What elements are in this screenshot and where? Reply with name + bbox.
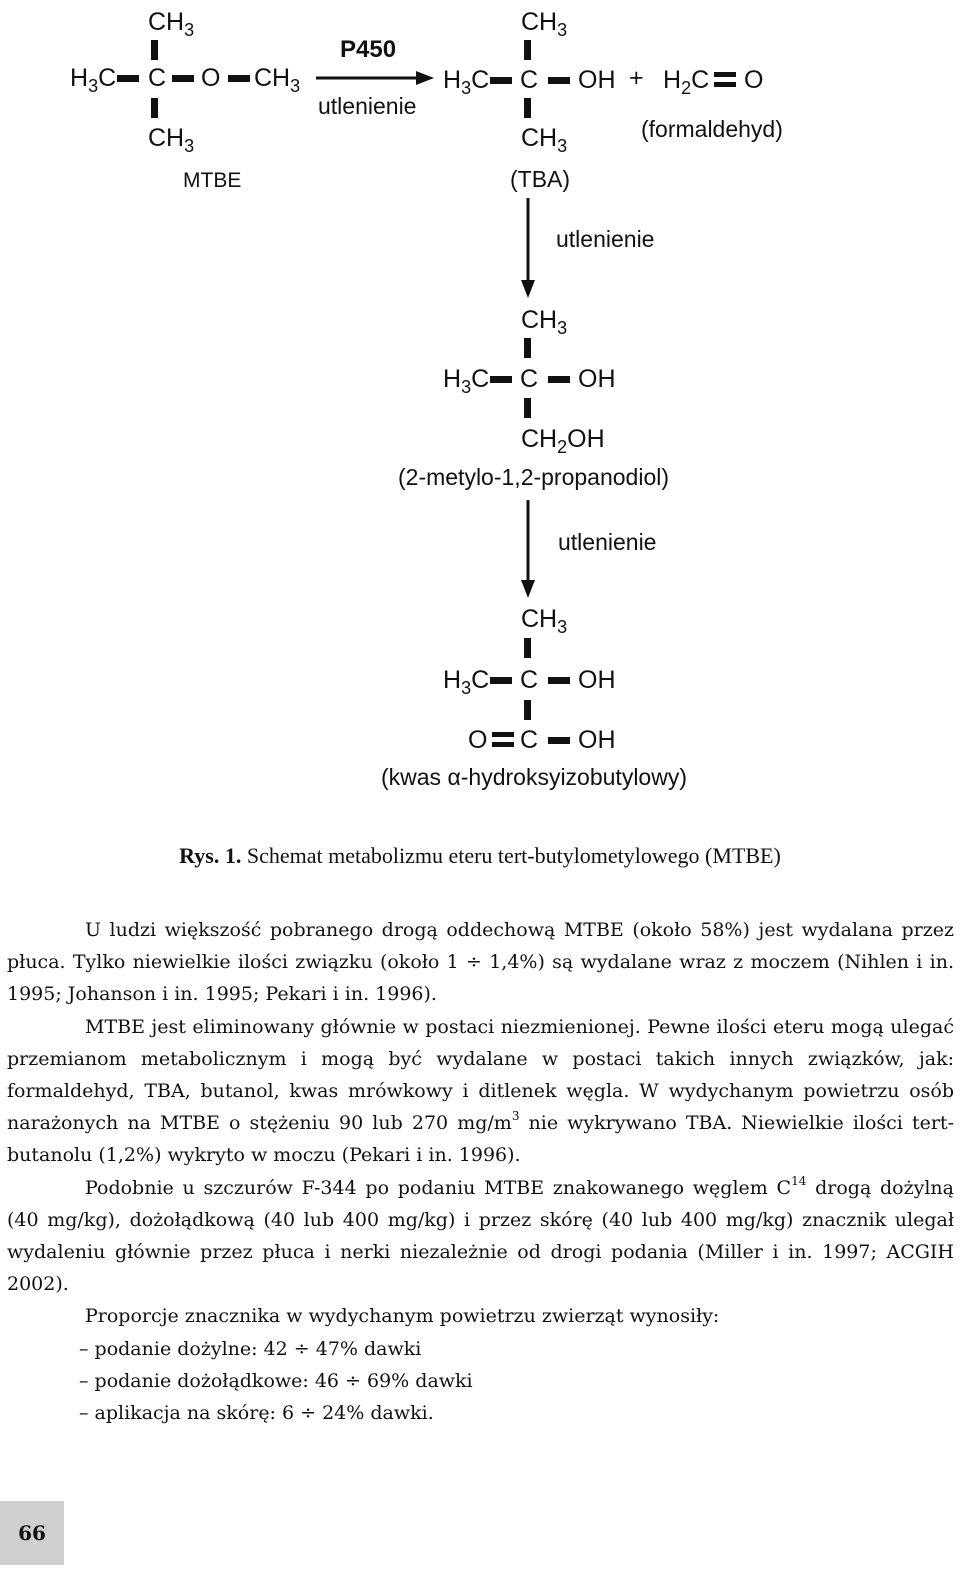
paragraph-1: U ludzi większość pobranego drogą oddechową MTBE (około 58%) jest wydalana przez płuca. Tylko niewielkie ilości związku (około 1 ÷ 1,4%) są wydalane wraz z moczem (Nihlen i in. 1995; Johanson i in. 1995; Pekari i in. 1996). — [7, 919, 954, 1006]
paragraph-3-text-cont: drogą dożylną (40 mg/kg), dożołądkową (40 lub 400 mg/kg) i przez skórę (40 lub 400 mg/kg) znacznik ulegał wydaleniu głównie przez płuca i nerki niezależnie od drogi podania (Miller i in. 1997; ACGIH 2002). — [7, 1176, 955, 1296]
acid-oh2: OH — [578, 726, 616, 754]
acid-label: (kwas α-hydroksyizobutylowy) — [381, 764, 687, 790]
double-bond — [492, 732, 514, 737]
bond — [151, 40, 158, 60]
list-item: – podanie dożylne: 42 ÷ 47% dawki — [79, 1337, 422, 1360]
bond — [228, 75, 250, 82]
double-bond — [714, 82, 736, 87]
acid-c2: C — [520, 726, 539, 754]
bond — [524, 40, 531, 60]
mtbe-h3c: $H_3C$ — [70, 64, 117, 96]
acid-h3c: $H_3C$ — [443, 666, 490, 698]
down-arrow-icon — [518, 500, 538, 600]
acid-o: O — [468, 726, 488, 754]
tba-ch3-top: $CH_3$ — [521, 8, 568, 40]
paragraph-2-text-cont: nie wykrywano TBA. Niewielkie ilości tert-butanolu (1,2%) wykryto w moczu (Pekari i in. 1996). — [7, 1112, 954, 1167]
bond — [524, 338, 531, 358]
diol-c: C — [520, 365, 539, 393]
caption-text: Schemat metabolizmu eteru tert-butylometylowego (MTBE) — [246, 843, 781, 868]
bond — [548, 737, 570, 744]
acid-c: C — [520, 666, 539, 694]
plus-sign: + — [629, 64, 644, 92]
mtbe-ch3-top: $CH_3$ — [148, 8, 195, 40]
paragraph-3 — [7, 1172, 954, 1301]
formaldehyde-o: O — [744, 66, 764, 94]
oxidation-label-3: utlenienie — [558, 529, 657, 555]
list-item: – aplikacja na skórę: 6 ÷ 24% dawki. — [79, 1402, 434, 1425]
bond — [524, 398, 531, 418]
oxidation-label-2: utlenienie — [556, 226, 655, 252]
diol-h3c: $H_3C$ — [443, 365, 490, 397]
double-bond — [492, 742, 514, 747]
page-number: 66 — [0, 1501, 64, 1565]
oxidation-label-1: utlenienie — [318, 93, 417, 119]
mtbe-ch3-bottom: $CH_3$ — [148, 124, 195, 156]
formaldehyde-label: (formaldehyd) — [641, 116, 783, 142]
tba-c: C — [520, 66, 539, 94]
bond — [524, 638, 531, 658]
right-arrow-icon — [316, 68, 436, 88]
mtbe-c: C — [148, 64, 167, 92]
paragraph-2 — [7, 1011, 954, 1172]
bond — [524, 700, 531, 720]
bond — [548, 77, 570, 84]
down-arrow-icon — [518, 198, 538, 300]
paragraph-2-text: MTBE jest eliminowany głównie w postaci niezmienionej. Pewne ilości eteru mogą ulegać przemianom metabolicznym i mogą być wydalane w postaci takich innych związków, jak: formaldehyd, TBA, butanol, kwas mrówkowy i ditlenek węgla. W wydychanym powietrzu osób narażonych na MTBE o stężeniu 90 lub 270 mg/m — [7, 1015, 954, 1135]
bond — [172, 75, 194, 82]
tba-ch3-bottom: $CH_3$ — [521, 124, 568, 156]
mtbe-ch3-right: $CH_3$ — [254, 64, 301, 96]
diol-ch2oh: $CH_2OH$ — [521, 425, 605, 457]
body-text — [7, 914, 954, 1429]
mtbe-label: MTBE — [183, 169, 242, 192]
acid-ch3-top: $CH_3$ — [521, 605, 568, 637]
tba-label: (TBA) — [510, 166, 571, 192]
diol-ch3-top: $CH_3$ — [521, 306, 568, 338]
mtbe-o: O — [201, 64, 221, 92]
tba-oh: OH — [578, 66, 616, 94]
list-item: – podanie dożołądkowe: 46 ÷ 69% dawki — [79, 1369, 473, 1392]
bond — [117, 75, 139, 82]
bond — [548, 677, 570, 684]
bond — [490, 677, 512, 684]
double-bond — [714, 72, 736, 77]
bond — [490, 77, 512, 84]
tba-h3c: $H_3C$ — [443, 66, 490, 98]
bond — [524, 98, 531, 118]
paragraph-4: Proporcje znacznika w wydychanym powietrzu zwierząt wynosiły: — [85, 1305, 720, 1328]
caption-label: Rys. 1. — [179, 843, 242, 868]
acid-oh: OH — [578, 666, 616, 694]
formaldehyde-h2c: $H_2C$ — [663, 66, 710, 98]
figure-caption — [0, 843, 960, 869]
enzyme-label: P450 — [340, 36, 397, 63]
paragraph-3-text: Podobnie u szczurów F-344 po podaniu MTBE znakowanego węglem C — [85, 1176, 792, 1199]
bond — [151, 98, 158, 118]
bond — [548, 376, 570, 383]
diol-label: (2-metylo-1,2-propanodiol) — [398, 464, 670, 490]
superscript: 3 — [511, 1109, 520, 1124]
bond — [490, 376, 512, 383]
diol-oh: OH — [578, 365, 616, 393]
superscript: 14 — [791, 1173, 807, 1188]
